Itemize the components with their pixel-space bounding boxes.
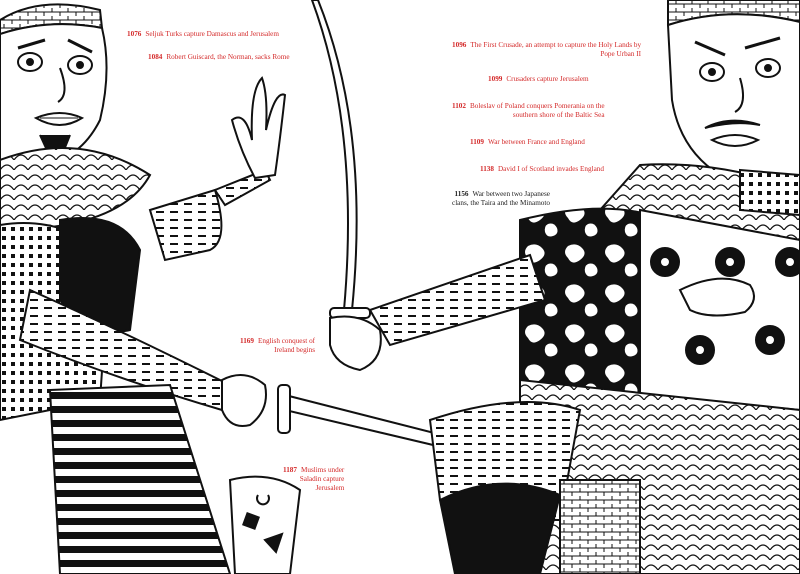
timeline-year: 1187 [283,466,297,474]
timeline-text: War between two Japanese [472,190,550,198]
timeline-text: Muslims under [300,466,345,474]
timeline-text: clans, the Taira and the Minamoto [452,199,550,207]
timeline-text: Crusaders capture Jerusalem [506,75,589,83]
timeline-entry [127,30,279,39]
timeline-text: The First Crusade, an attempt to capture the Holy Lands by [470,41,642,49]
right-warrior [330,0,800,574]
timeline-year: 1096 [452,41,467,49]
timeline-year: 1102 [452,102,466,110]
timeline-entry [240,337,315,355]
timeline-text: Boleslav of Poland conquers Pomerania on the [469,102,605,110]
timeline-text: Saladin capture [299,475,345,483]
left-warrior [0,4,300,574]
timeline-year: 1099 [488,75,503,83]
timeline-text: English conquest of [257,337,316,345]
timeline-year: 1109 [470,138,484,146]
timeline-text: David I of Scotland invades England [497,165,604,173]
timeline-entry [148,53,290,62]
timeline-year: 1084 [148,53,163,61]
timeline-year: 1138 [480,165,494,173]
timeline-text: Ireland begins [274,346,316,354]
timeline-text: southern shore of the Baltic Sea [512,111,605,119]
timeline-year: 1156 [454,190,469,198]
timeline-text: War between France and England [487,138,585,146]
timeline-entry [470,138,585,147]
timeline-entry [452,41,641,59]
timeline-text: Jerusalem [315,484,345,492]
timeline-entry [283,466,344,493]
timeline-text: Robert Guiscard, the Norman, sacks Rome [166,53,290,61]
timeline-text: Pope Urban II [600,50,642,58]
timeline-entry [480,165,604,174]
timeline-entry [452,102,605,120]
timeline-year: 1076 [127,30,142,38]
timeline-text: Seljuk Turks capture Damascus and Jerusalem [145,30,279,38]
timeline-entry [488,75,589,84]
timeline-entry [452,190,550,208]
timeline-year: 1169 [240,337,254,345]
